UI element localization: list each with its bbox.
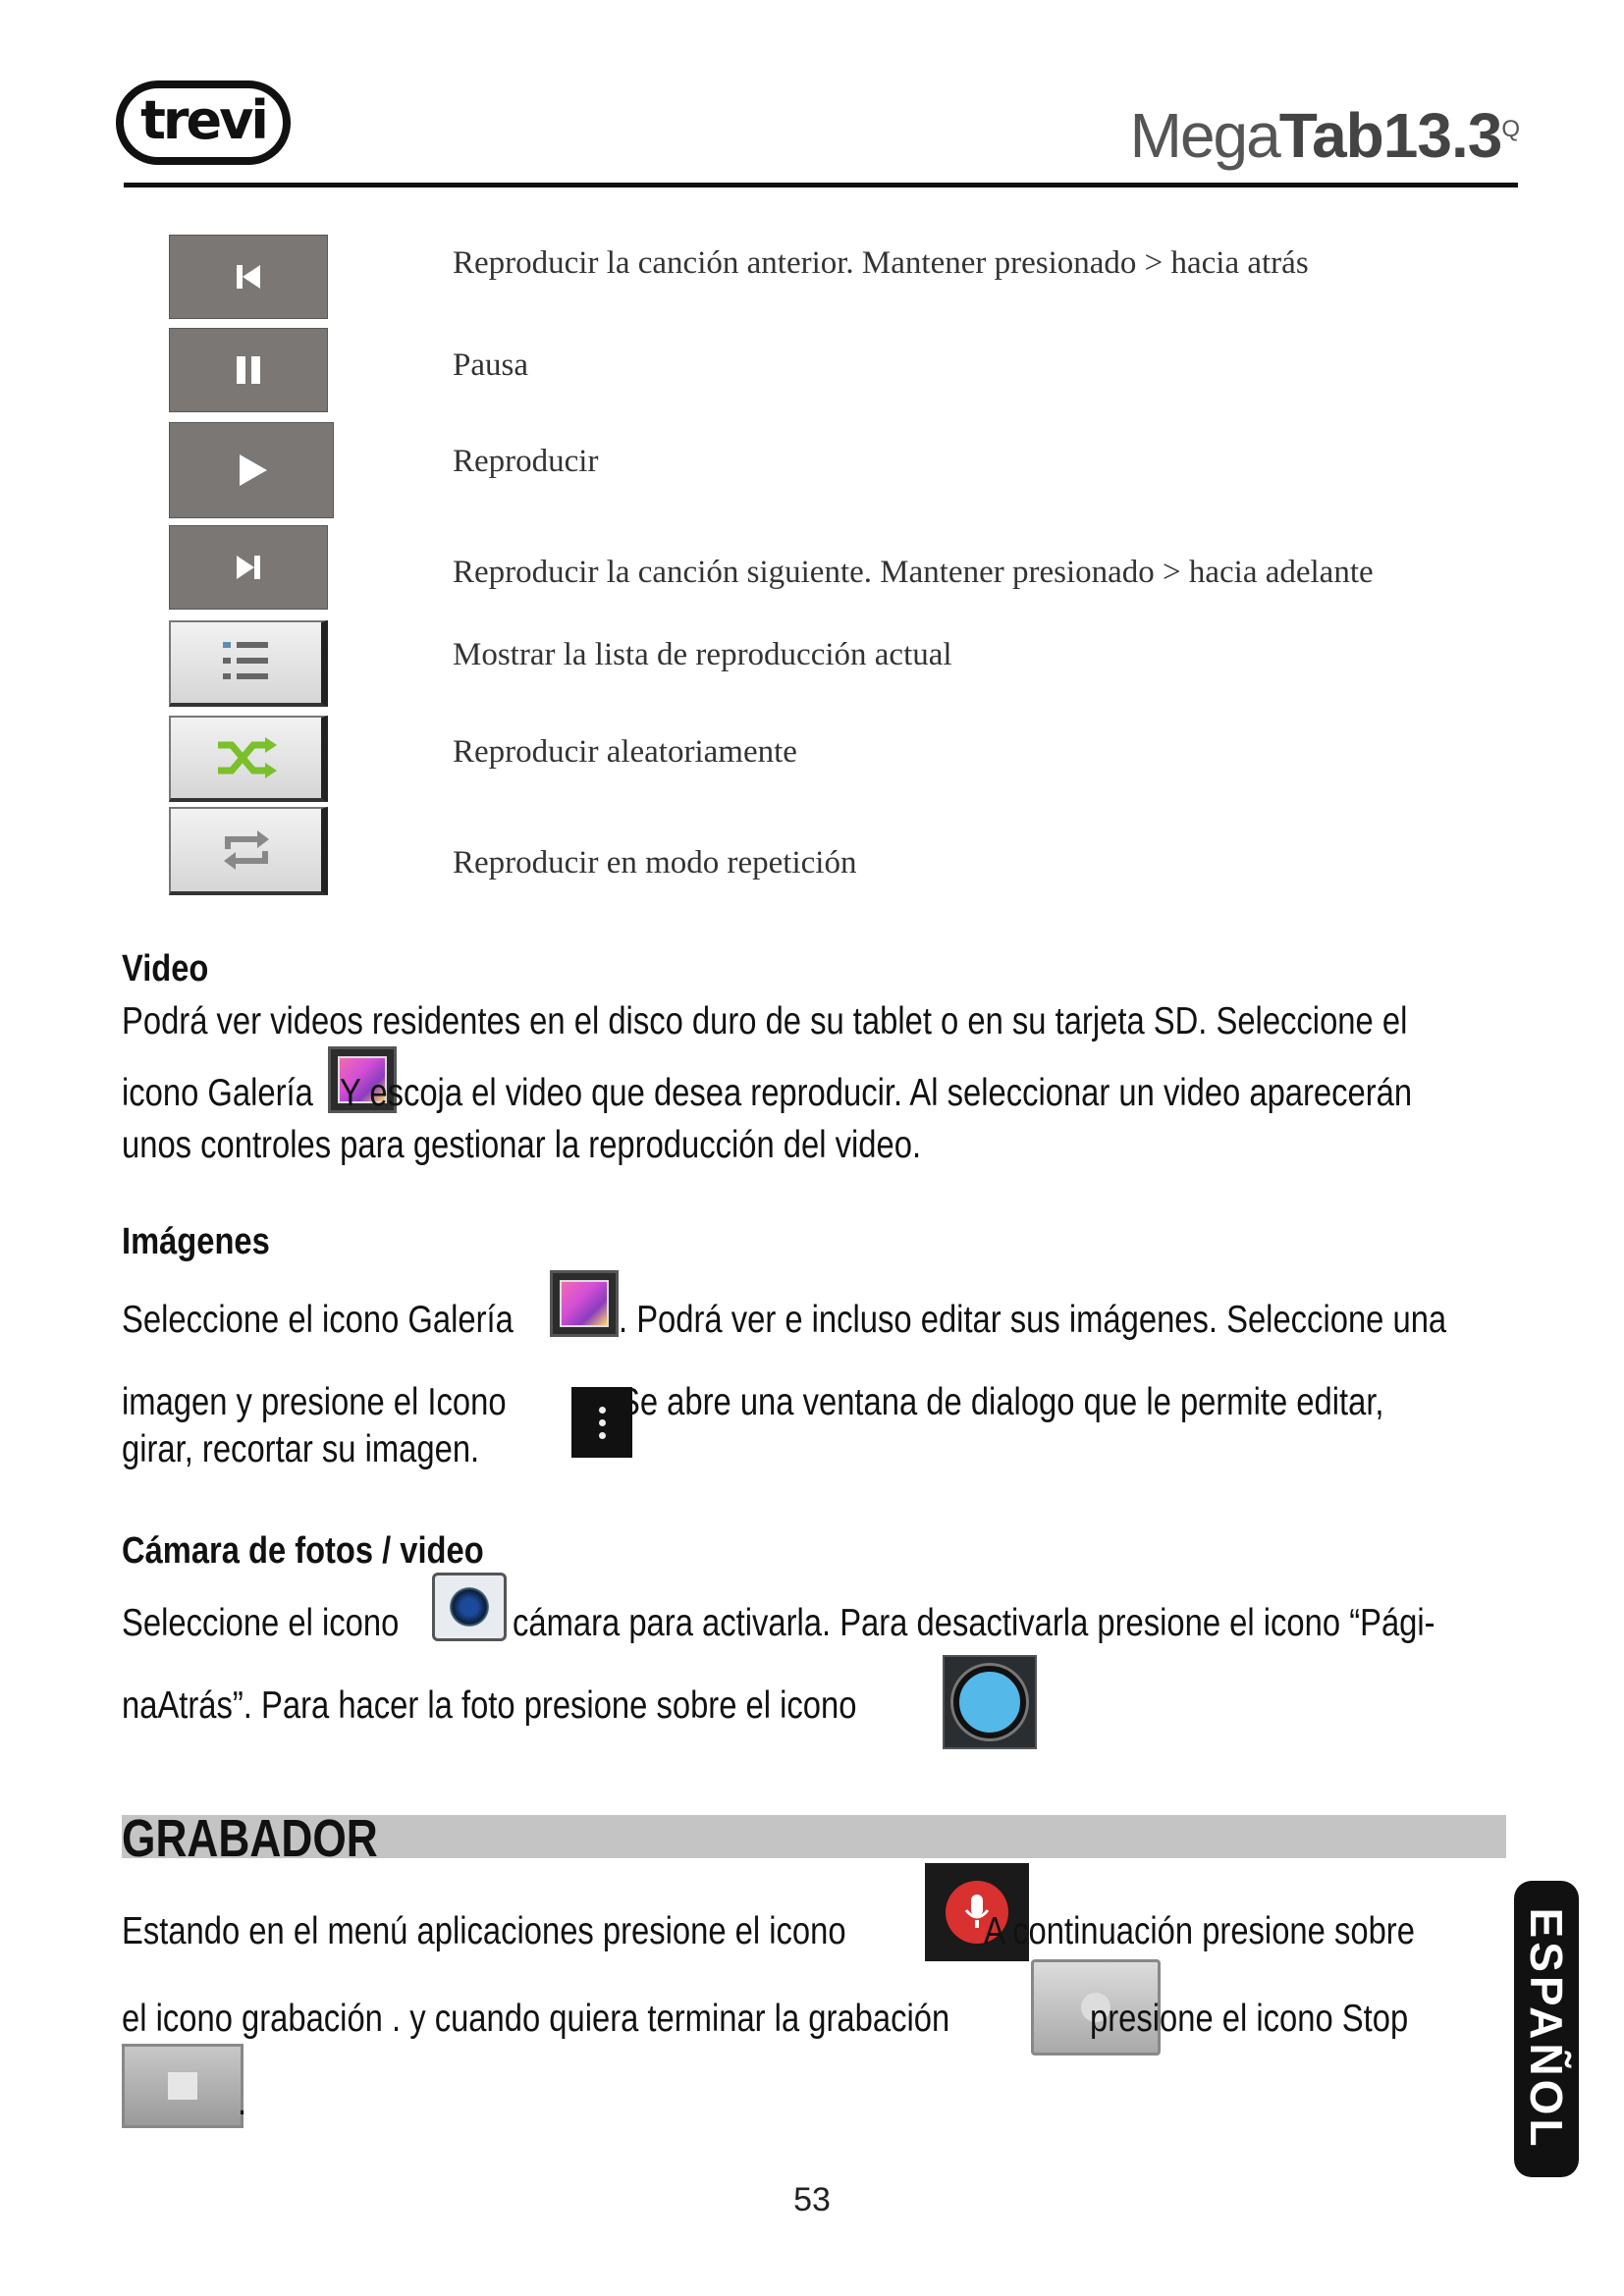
pause-icon [169, 328, 328, 412]
previous-icon [169, 235, 328, 319]
shutter-icon [943, 1655, 1037, 1749]
header-rule [124, 183, 1518, 187]
images-line-1a: Seleccione el icono Galería [122, 1299, 514, 1341]
images-line-3: girar, recortar su imagen. [122, 1428, 480, 1470]
next-icon [169, 525, 328, 610]
control-description-next: Reproducir la canción siguiente. Mantener presionado > hacia adelante [453, 555, 1374, 590]
recorder-line-2a: el icono grabación . y cuando quiera terminar la grabación [122, 1998, 950, 2040]
control-description-shuffle: Reproducir aleatoriamente [453, 734, 797, 770]
images-line-2a: imagen y presione el Icono [122, 1381, 507, 1423]
recorder-line-1b: A continuación presione sobre [984, 1910, 1415, 1952]
shuffle-icon [169, 716, 328, 802]
camera-heading: Cámara de fotos / video [122, 1530, 484, 1572]
video-line-3: unos controles para gestionar la reproducción del video. [122, 1124, 922, 1166]
recorder-line-2b: presione el icono Stop [1090, 1998, 1409, 2040]
video-line-1: Podrá ver videos residentes en el disco duro de su tablet o en su tarjeta SD. Seleccione el [122, 1000, 1408, 1042]
camera-icon [432, 1573, 507, 1641]
control-description-pause: Pausa [453, 347, 528, 383]
camera-line-1b: cámara para activarla. Para desactivarla presione el icono “Pági- [513, 1602, 1435, 1644]
repeat-icon [169, 807, 328, 895]
product-name-tab: Tab13.3 [1278, 100, 1502, 171]
trevi-logo [116, 80, 291, 165]
play-icon [169, 422, 334, 518]
control-description-playlist: Mostrar la lista de reproducción actual [453, 637, 952, 672]
camera-line-2: naAtrás”. Para hacer la foto presione sobre el icono [122, 1684, 857, 1727]
language-tab-label: ESPAÑOL [1521, 1907, 1572, 2151]
video-line-2a: icono Galería [122, 1072, 313, 1114]
control-description-previous: Reproducir la canción anterior. Mantener presionado > hacia atrás [453, 245, 1309, 281]
playlist-icon [169, 620, 328, 707]
images-line-2b: Se abre una ventana de dialogo que le permite editar, [619, 1381, 1384, 1423]
product-name [1129, 100, 1520, 171]
recorder-line-1a: Estando en el menú aplicaciones presione el icono [122, 1910, 846, 1952]
recorder-heading: GRABADOR [122, 1809, 378, 1868]
gallery-icon [550, 1270, 619, 1337]
video-heading: Video [122, 948, 209, 989]
control-description-repeat: Reproducir en modo repetición [453, 845, 857, 881]
images-line-1b: . Podrá ver e incluso editar sus imágenes. Seleccione una [619, 1299, 1447, 1341]
control-description-play: Reproducir [453, 444, 599, 479]
camera-line-1a: Seleccione el icono [122, 1602, 400, 1644]
stop-icon [122, 2044, 247, 2128]
product-name-suffix: Q [1501, 116, 1520, 142]
page-number: 53 [793, 2181, 831, 2218]
logo-text: trevi [140, 89, 266, 151]
video-line-2b: Y escoja el video que desea reproducir. Al seleccionar un video aparecerán [340, 1072, 1413, 1114]
images-heading: Imágenes [122, 1221, 270, 1262]
product-name-mega: Mega [1129, 100, 1279, 171]
recorder-line-3: . [238, 2081, 247, 2123]
